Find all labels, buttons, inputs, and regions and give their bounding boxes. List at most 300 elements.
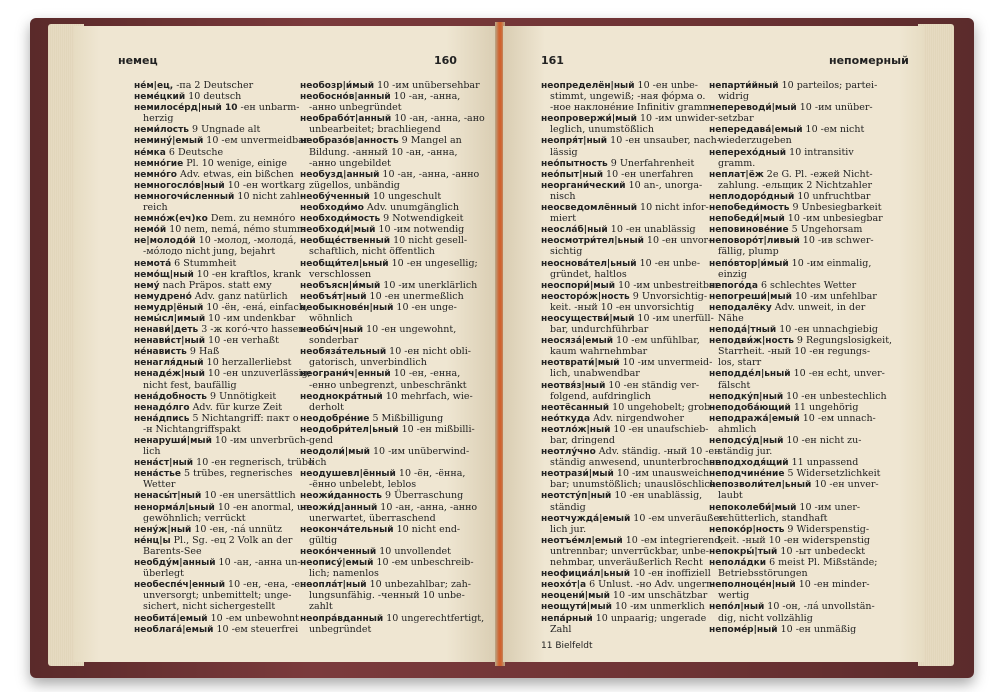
headword: неповинове́ние [709,225,789,236]
dictionary-entry [709,102,885,113]
headword: неотло́ж|ный [541,424,611,435]
dictionary-entry [709,280,885,291]
headword: неподалёку [709,302,772,313]
entry-continuation: Barents-See [143,545,202,557]
entry-continuation: -анно unbegründet [309,102,402,114]
headword: непоколеби́|мый [709,502,797,513]
headword: нему́ [134,280,160,291]
entry-continuation: fälscht [718,379,751,391]
headword: не́м|ец, [134,81,174,91]
headword: неохо́т|а [541,580,587,591]
entry-definition: Adv. ständig. -ный 10 -ен [595,446,721,458]
entry-definition: 10 ungerechtfertigt, [383,612,485,624]
entry-definition: 6 Stummheit [171,257,237,269]
headword: неподде́л|ьный [709,369,791,380]
dictionary-entry [134,501,313,513]
dictionary-entry [709,546,885,557]
headword: необрабо́т|анный [300,114,392,125]
dictionary-entry [300,235,476,246]
headword: необщи́тел|ьный [300,258,389,269]
entry-definition: 10 nicht end- [393,523,461,535]
dictionary-entry [134,613,310,624]
headword: неосла́б|ный [541,225,608,236]
dictionary-entry [709,202,885,213]
entry-definition: 2e G. Pl. -ежей Nicht- [763,168,873,180]
headword: не́нц|ы [134,535,171,546]
dictionary-entry [134,624,310,635]
entry-definition: -ен unbarm- [237,102,300,114]
entry-continuation: verschlossen [309,268,372,280]
entry-continuation: gend [309,435,333,446]
headword: нена́стье [134,469,181,480]
headword: ненагля́дный [134,358,204,369]
dictionary-entry [541,113,717,124]
dictionary-entry [134,135,310,146]
right-page [503,26,924,662]
entry-definition: 10 -ем unbeschreib- [373,557,474,569]
entry-definition: 9 Widerspenstig- [784,523,870,535]
dictionary-entry [300,424,476,435]
dictionary-entry [134,457,314,469]
headword: неотрази́|мый [541,469,614,480]
entry-definition: 10 -им unüberwind- [369,446,470,458]
dictionary-entry [300,546,476,557]
entry-definition: 10 -им undenkbar [205,312,296,324]
headword: необще́ственный [300,236,391,247]
left-page [74,26,497,662]
headword: неповоро́т|ливый [709,236,800,247]
entry-definition: 10 -им unbestreitbar [615,279,720,291]
entry-continuation: zahlt [309,601,333,613]
entry-continuation: lich, unabwendbar [550,368,640,380]
headword: непо́втор|и́мый [709,258,789,269]
entry-definition: 10 -ен kraftlos, krank [193,268,301,280]
entry-definition: 10 -ен, -ена, -ено [225,579,313,591]
entry-definition: 10 -ен unerfahren [603,168,694,180]
headword: неоко́нченный [300,546,377,557]
entry-definition: 10 -ен unzuverlässig; [204,368,311,380]
dictionary-entry [300,524,476,535]
entry-continuation: miert [550,213,577,225]
entry-continuation: -енно unbegrenzt, unbeschränkt [309,379,467,391]
entry-definition: nach Präpos. statt ему [159,279,272,291]
entry-definition: 10 -ан, -анна, -анно [377,501,478,513]
headword: неожи́д|анный [300,502,378,513]
dictionary-entry [541,380,717,391]
entry-definition: Pl., Sg. -ец 2 Volk an der [170,534,293,546]
dictionary-entry [300,391,476,402]
entry-continuation: ständig [550,501,586,513]
dictionary-entry [541,512,727,524]
entry-continuation: stimmt, ungewiß; -ная фо́рма o. [550,91,706,103]
headword: непобеди́|мый [709,214,785,225]
entry-definition: 10 -он, -лá unvollstän- [764,601,875,613]
entry-continuation: widrig [718,91,749,103]
dictionary-entry [134,91,310,102]
dictionary-entry [709,435,885,446]
dictionary-entry [709,335,893,347]
entry-continuation: keit. -ный 10 -ен unvorsichtig [550,301,695,313]
signature-mark: 11 Bielfeldt [541,641,593,651]
entry-definition: 10 -ан, -анна un- [215,557,301,569]
dictionary-entry [709,368,885,379]
entry-definition: 10 herzallerliebst [203,357,292,369]
entry-definition: 10 -ен ungewohnt, [363,324,457,336]
entry-definition: 9 Notwendigkeit [380,213,464,225]
entry-definition: 10 an-, unorga- [625,179,703,191]
dictionary-entry [541,224,717,235]
entry-definition: 10 -им unerklärlich [380,279,478,291]
headword: неосяза́|емый [541,336,614,347]
entry-definition: 10 -им unwider- [636,113,718,125]
entry-definition: Dem. zu немно́го [207,213,296,225]
headword: неоднокра́тный [300,391,383,402]
entry-definition: 10 -им unfehlbar [791,290,877,302]
entry-definition: 10 -ен unaufschieb- [610,423,709,435]
entry-continuation: bar; unumstößlich; unauslöschlich [550,479,716,491]
headword: непа́рный [541,613,593,624]
entry-definition: 10 -ен unvor- [643,235,712,247]
headword: неотврати́|мый [541,358,620,369]
headword: неподража́|емый [709,413,800,424]
entry-definition: 10 ungehobelt; grob [609,401,711,413]
headword: ненави́ст|ный [134,336,206,347]
entry-definition: 5 Mißbilligung [369,412,444,424]
dictionary-entry [709,235,885,246]
dictionary-entry [300,579,476,590]
headword: неодобри́тел|ьный [300,424,399,435]
headword: немота́ [134,258,172,269]
headword: не́нависть [134,347,187,358]
headword: неодоли́|мый [300,447,370,458]
entry-continuation: Wetter [143,479,176,491]
headword: неотлу́чно [541,447,596,458]
dictionary-entry [300,168,480,180]
dictionary-entry [300,291,476,302]
entry-continuation: setzbar [718,113,754,125]
entry-definition: 9 Haß [186,346,220,358]
headword: немилосе́рд|ный 10 [134,103,238,114]
dictionary-entry [134,258,310,269]
dictionary-entry [709,80,885,91]
dictionary-entry [300,213,476,224]
headword: неполноце́н|ный [709,580,796,591]
dictionary-entry [300,91,476,102]
dictionary-entry [134,579,313,591]
dictionary-entry [134,535,310,546]
dictionary-entry [134,80,310,91]
entry-definition: 10 deutsch [185,91,242,103]
headword: неплат|ёж [709,169,764,180]
dictionary-entry [709,557,885,568]
headword: неопря́т|ный [541,136,608,147]
headword: непереводи́|мый [709,103,797,114]
dictionary-entry [709,468,885,479]
dictionary-entry [134,235,310,246]
headword: ненадо́лго [134,402,190,413]
right-column-2 [709,80,893,635]
headword: нео́пытность [541,158,608,169]
entry-definition: 10 -ем unvermeidbar [203,135,309,147]
entry-continuation: sichtig [550,246,583,258]
dictionary-entry [134,147,310,158]
headword: неоснова́тел|ьный [541,258,637,269]
headword: неопра́вданный [300,613,384,624]
dictionary-entry [541,613,717,624]
entry-continuation: schütterlich, standhaft [718,512,828,524]
headword: нена́ст|ный [134,458,194,469]
headword: немудр|ёный [134,302,204,313]
dictionary-entry [709,479,885,490]
entry-continuation: keit. -ный 10 -ен widerspenstig [718,534,870,546]
headword: неофициа́л|ьный [541,569,631,580]
dictionary-entry [300,557,476,568]
entry-continuation: kaum wahrnehmbar [550,346,648,358]
headword: необразо́в|анность [300,136,399,147]
dictionary-entry [134,335,310,346]
entry-definition: 10 -ен nicht obli- [386,346,471,358]
entry-definition: 10 nicht gesell- [390,235,468,247]
entry-continuation: gramm. [718,157,756,169]
entry-continuation: lungsunfähig. -ченный 10 unbe- [309,590,465,602]
headword: неоцени́|мый [541,591,610,602]
headword: неопределён|ный [541,81,635,91]
entry-definition: 10 -ем unbewohnt [207,612,299,624]
entry-definition: 6 meist Pl. Mißstände; [766,557,878,569]
entry-definition: 10 -ен unge- [393,301,457,313]
dictionary-entry [300,490,476,501]
dictionary-entry [134,435,310,446]
entry-continuation: ahmlich [718,423,757,435]
entry-definition: 10 -им unübersehbar [374,80,480,91]
entry-definition: 10 unbezahlbar; zah- [366,579,471,591]
headword: неограни́ч|енный [300,369,391,380]
entry-definition: 10 parteilos; partei- [778,80,878,91]
entry-definition: 9 Mangel an [398,135,462,147]
dictionary-entry [134,524,310,535]
left-running-head: немец [118,54,158,67]
headword: необеспе́ч|енный [134,580,226,591]
entry-definition: 5 Ungehorsam [788,224,863,236]
headword: неми́лость [134,125,190,136]
entry-continuation: wöhnlich [309,312,353,324]
headword: немудрено́ [134,291,192,302]
dictionary-entry [134,368,310,379]
left-page-number: 160 [434,54,457,67]
entry-definition: 10 -ем unnach- [799,412,876,424]
dictionary-entry [134,158,310,169]
entry-definition: 10 unfruchtbar [794,190,871,202]
dictionary-entry [541,357,717,368]
entry-continuation: leglich, unumstößlich [550,124,654,136]
headword: непода́|тный [709,325,777,336]
headword: необходи́|мый [300,225,376,236]
dictionary-entry [709,601,885,612]
entry-continuation: untrennbar; unverrückbar, unbe- [550,545,709,557]
headword: неме́цкий [134,92,186,103]
entry-definition: 10 -ен unablässig [607,224,696,236]
headword: нео́ткуда [541,413,591,424]
dictionary-entry [709,402,885,413]
headword: ненорма́л|ьный [134,502,215,513]
headword: неопису́|емый [300,558,374,569]
dictionary-entry [300,346,476,357]
entry-definition: 10 -ан, -анна, [390,91,461,103]
headword: неосторо́ж|ность [541,291,630,302]
dictionary-entry [300,324,476,335]
headword: неотъе́мл|емый [541,535,623,546]
entry-continuation: -ённо unbelebt, leblos [309,479,417,491]
entry-definition: 10 -ен verhaßt [205,335,279,347]
headword: необы́ч|ный [300,325,364,336]
headword: ненаруши́|мый [134,436,212,446]
entry-definition: 10 -ем unveräußer- [630,512,727,524]
dictionary-entry [134,490,310,501]
entry-continuation: bar, dringend [550,435,615,446]
dictionary-entry [134,280,310,291]
headword: нена́дпись [134,413,190,424]
dictionary-entry [300,280,476,291]
headword: непо́л|ный [709,602,765,613]
entry-definition: -па 2 Deutscher [173,80,254,91]
entry-continuation: reich [143,202,168,214]
entry-definition: 5 Nichtangriff: пакт о [189,412,299,424]
dictionary-entry [709,457,885,468]
dictionary-entry [300,612,485,624]
entry-definition: 10 -ен unbestechlich [783,390,887,402]
entry-continuation: -н Nichtangriffspakt [143,423,241,435]
dictionary-entry [134,391,310,402]
dictionary-entry [541,80,717,91]
dictionary-entry [709,291,885,302]
headword: неплодоро́дный [709,191,795,202]
entry-definition: 10 -им unüber- [796,102,873,114]
entry-definition: 10 -ыт unbedeckt [777,545,866,557]
dictionary-entry [300,502,476,513]
headword: немо́й [134,225,167,236]
entry-definition: 10 -им unvermeid- [619,357,713,369]
entry-definition: 10 -ен unersättlich [201,490,296,502]
dictionary-entry [300,202,476,213]
dictionary-entry [709,302,885,313]
entry-definition: 3 -ж кого́-что hassen [198,324,305,336]
dictionary-entry [541,335,717,346]
entry-continuation: unversorgt; unbemittelt; unge- [143,590,292,602]
entry-definition: 10 -им uner- [796,501,861,513]
entry-continuation: -мо́лодо nicht jung, bejahrt [143,246,276,258]
dictionary-entry [134,413,310,424]
entry-definition: 10 -им unausweich- [613,468,713,480]
entry-definition: 10 -ем steuerfrei [213,623,299,635]
entry-definition: 10 -ен unmäßig [777,623,857,635]
entry-definition: Adv. ganz natürlich [191,290,288,302]
headword: неодушевл|ённый [300,469,396,480]
headword: неосуществи́|мый [541,313,635,324]
entry-continuation: herzig [143,113,174,125]
headword: неподоба́ющий [709,402,791,413]
entry-continuation: nicht fest, baufällig [143,379,237,391]
headword: необыкнове́н|ный [300,302,394,313]
headword: ненави́|деть [134,325,199,336]
headword: немногочи́сленный [134,191,235,202]
headword: ненасы́т|ный [134,491,202,502]
headword: не|молодо́й [134,236,196,247]
dictionary-entry [541,235,717,246]
entry-definition: Adv. für kurze Zeit [189,401,283,413]
entry-definition: 10 -им unerfüll- [634,312,714,324]
dictionary-entry [541,446,721,458]
entry-definition: 9 Unnötigkeit [207,390,277,402]
entry-definition: 10 -ем integrierend, [622,534,724,546]
dictionary-entry [541,258,717,269]
dictionary-entry [541,169,717,180]
entry-continuation: bar, undurchführbar [550,324,649,336]
entry-definition: 10 nicht zahl- [234,190,303,202]
dictionary-entry [541,601,717,612]
headword: необита́|емый [134,613,208,624]
entry-continuation: Zahl [550,623,572,635]
entry-definition: 10 -ён, -ённа, [395,468,466,480]
dictionary-entry [709,213,885,224]
headword: непола́дки [709,558,767,569]
entry-definition: 6 Unlust. -но Adv. ungern [586,579,713,591]
headword: неосведомлённый [541,203,638,214]
entry-continuation: Bildung. -анный 10 -ан, -анна, [309,146,458,158]
headword: необъя́т|ный [300,291,367,302]
headword: необяза́тельный [300,347,387,358]
dictionary-entry [300,446,476,457]
entry-definition: Adv. nirgendwoher [590,412,685,424]
entry-definition: 10 -ен unsauber, nach- [607,135,721,147]
entry-continuation: schaftlich, nicht öffentlich [309,246,435,258]
headword: неотёсанный [541,402,610,413]
dictionary-entry [134,346,310,357]
left-column-1 [134,80,314,635]
entry-continuation: -анно ungebildet [309,157,391,169]
entry-definition: 9 Ungnade alt [189,124,261,136]
dictionary-entry [541,490,717,501]
entry-definition: 10 intransitiv [786,146,854,158]
entry-continuation: lich [309,457,327,469]
entry-definition: 10 -ён, -енá, einfach, [203,301,308,313]
headword: немногосло́в|ный [134,180,225,191]
entry-continuation: Nähe [718,312,744,324]
right-running-head: непомерный [829,54,909,67]
entry-continuation: wertig [718,590,750,602]
entry-continuation: dig, nicht vollzählig [718,612,813,624]
dictionary-entry [134,124,310,135]
dictionary-entry [709,147,885,158]
headword: неоспори́|мый [541,280,616,291]
dictionary-entry [709,413,885,424]
dictionary-entry [300,135,476,146]
headword: непогреши́|мый [709,291,792,302]
headword: неопла́т|ный [300,580,367,591]
entry-definition: 10 -ен, -ná unnütz [191,523,282,535]
dictionary-entry [134,169,310,180]
dictionary-entry [134,102,310,113]
left-column-2 [300,80,485,635]
entry-continuation: ständig jur. [718,446,773,458]
dictionary-entry [709,258,885,269]
entry-definition: 10 -им notwendig [375,224,465,236]
dictionary-entry [134,213,310,224]
dictionary-entry [134,269,310,280]
headword: необходи́мость [300,214,381,225]
headword: необъясн|и́мый [300,280,381,291]
entry-definition: 10 nicht infor- [637,202,709,214]
entry-continuation: lässig [550,146,578,158]
